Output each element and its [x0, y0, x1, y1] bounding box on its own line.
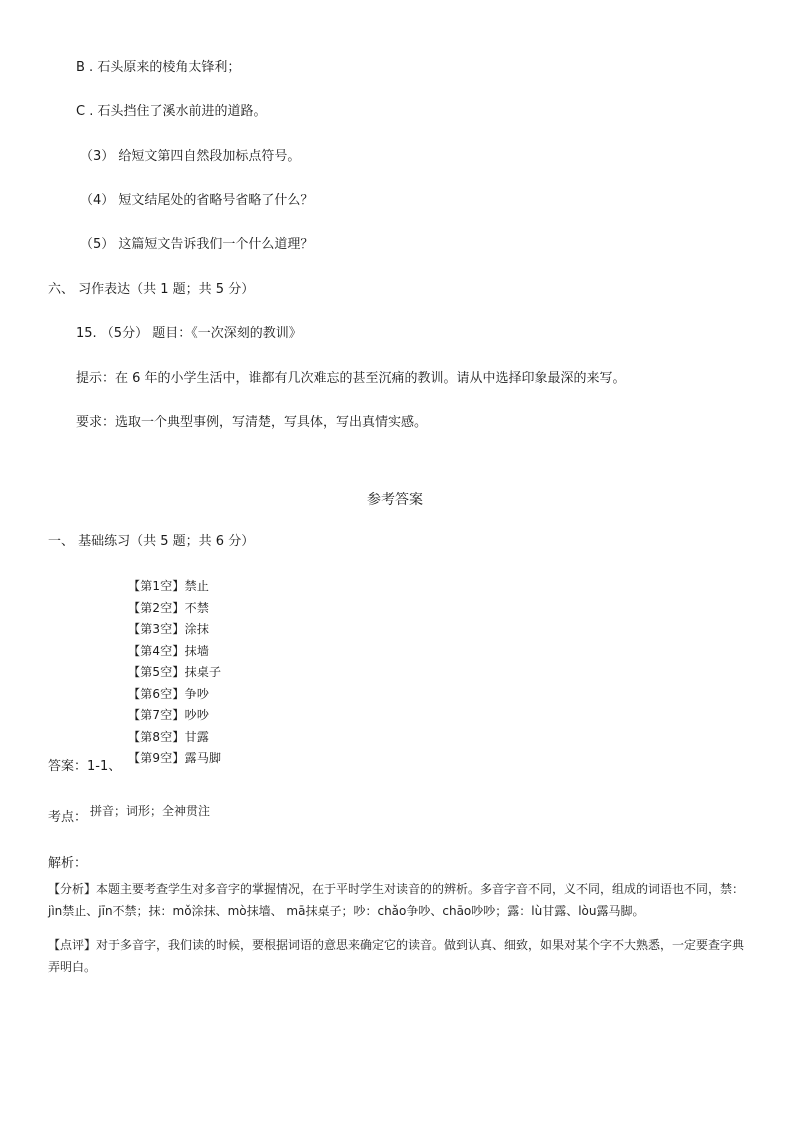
section-one-heading: 一、 基础练习（共 5 题；共 6 分）	[48, 534, 255, 549]
section-six-heading: 六、 习作表达（共 1 题；共 5 分）	[48, 282, 255, 297]
blank-item: 【第2空】不禁	[128, 600, 210, 615]
question-3: （3） 给短文第四自然段加标点符号。	[80, 149, 301, 164]
blank-item: 【第6空】争吵	[128, 686, 210, 701]
blank-list	[128, 577, 221, 771]
analysis-text: 【分析】本题主要考查学生对多音字的掌握情况，在于平时学生对读音的的辨析。多音字音不同，义不同，组成的词语也不同，禁：jìn禁止、jīn不禁；抹：mǒ涂抹、mò抹墙、 mā抹桌子；吵：chǎo争吵、chāo吵吵；露：lù甘露、lòu露马脚。	[48, 882, 745, 918]
option-b: B . 石头原来的棱角太锋利；	[76, 60, 241, 75]
blank-item: 【第7空】吵吵	[128, 708, 210, 722]
writing-requirement: 要求：选取一个典型事例，写清楚，写具体，写出真情实感。	[76, 415, 428, 430]
question-5: （5） 这篇短文告诉我们一个什么道理？	[80, 237, 314, 252]
answers-title: 参考答案	[367, 492, 423, 508]
blank-item: 【第1空】禁止	[128, 579, 210, 593]
blank-item: 【第4空】抹墙	[128, 643, 210, 658]
blank-item: 【第5空】抹桌子	[128, 665, 222, 679]
blank-item: 【第9空】露马脚	[128, 751, 222, 765]
kaodian-value: 拼音；词形；全神贯注	[90, 804, 211, 818]
kaodian-label: 考点：	[48, 810, 88, 825]
answer-label: 答案：1-1、	[48, 759, 122, 774]
comment-text: 【点评】对于多音字，我们读的时候，要根据词语的意思来确定它的读音。做到认真、细致，如果对某个字不大熟悉，一定要查字典弄明白。	[48, 938, 745, 974]
writing-hint: 提示：在 6 年的小学生活中，谁都有几次难忘的甚至沉痛的教训。请从中选择印象最深的来写。	[76, 371, 626, 386]
analysis-label: 解析：	[48, 856, 88, 871]
blank-item: 【第3空】涂抹	[128, 622, 210, 636]
blank-item: 【第8空】甘露	[128, 729, 210, 744]
option-c: C . 石头挡住了溪水前进的道路。	[76, 104, 267, 119]
question-15: 15. （5分） 题目：《一次深刻的教训》	[76, 326, 302, 341]
question-4: （4） 短文结尾处的省略号省略了什么？	[80, 193, 314, 208]
